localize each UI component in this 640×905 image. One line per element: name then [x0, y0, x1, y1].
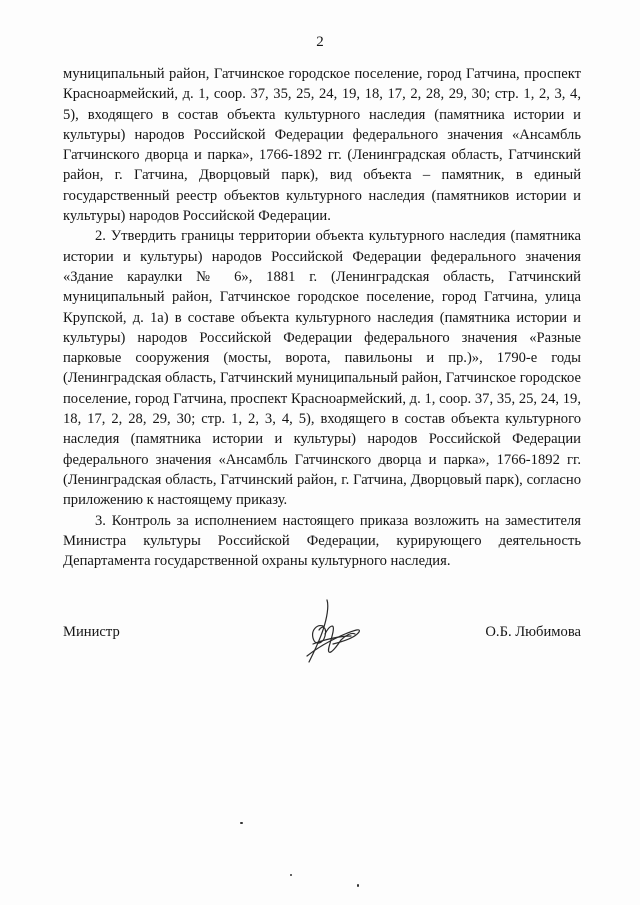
scan-speck: [357, 884, 359, 887]
paragraph-item-2: 2. Утвердить границы территории объекта культурного наследия (памятника истории и культуры) народов Российской Федерации федерального значения «Здание караулки № 6», 1881 г. (Ленинградская область, Гатчинский муниципальный район, Гатчинское городское поселение, город Гатчина, улица Крупской, д. 1а) в составе объекта культурного наследия (памятника истории и культуры) народов Российской Федерации федерального значения «Разные парковые сооружения (мосты, ворота, павильоны и пр.)», 1790-е годы (Ленинградская область, Гатчинский муниципальный район, Гатчинское городское поселение, город Гатчина, проспект Красноармейский, д. 1, соор. 37, 35, 25, 24, 19, 18, 17, 2, 28, 29, 30; стр. 1, 2, 3, 4, 5), входящего в состав объекта культурного наследия (памятника истории и культуры) народов Российской Федерации федерального значения «Ансамбль Гатчинского дворца и парка», 1766-1892 гг. (Ленинградская область, Гатчинский район, г. Гатчина, Дворцовый парк), согласно приложению к настоящему приказу.: [63, 228, 581, 509]
document-body: [63, 64, 581, 571]
signer-title: Министр: [63, 624, 120, 640]
scan-speck: [290, 874, 292, 876]
paragraph-item-3: 3. Контроль за исполнением настоящего приказа возложить на заместителя Министра культуры Российской Федерации, курирующего деятельность Департамента государственной охраны культурного наследия.: [63, 512, 581, 570]
signature-block: [63, 618, 581, 708]
scan-speck: [240, 822, 243, 824]
page-number: 2: [316, 34, 324, 50]
paragraph-continuation: муниципальный район, Гатчинское городское поселение, город Гатчина, проспект Красноармейский, д. 1, соор. 37, 35, 25, 24, 19, 18, 17, 2, 28, 29, 30; стр. 1, 2, 3, 4, 5), входящего в состав объекта культурного наследия (памятника истории и культуры) народов Российской Федерации федерального значения «Ансамбль Гатчинского дворца и парка», 1766-1892 гг. (Ленинградская область, Гатчинский район, г. Гатчина, Дворцовый парк), вид объекта – памятник, в единый государственный реестр объектов культурного наследия (памятников истории и культуры) народов Российской Федерации.: [63, 66, 581, 225]
signer-name: О.Б. Любимова: [485, 624, 581, 640]
handwritten-signature-icon: [283, 596, 373, 686]
